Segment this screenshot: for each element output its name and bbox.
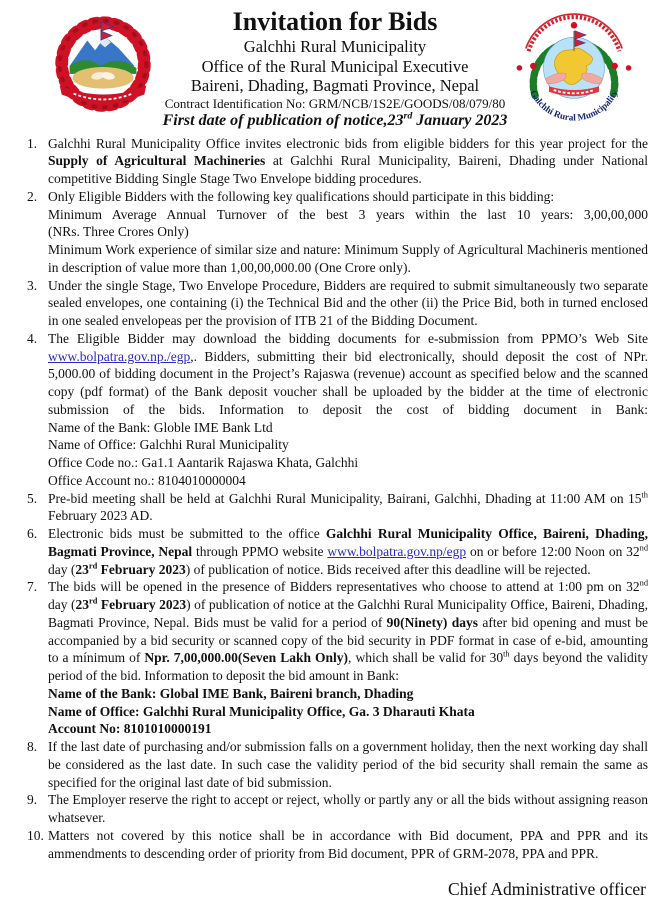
text-line: [48, 685, 648, 703]
item-body: [48, 525, 648, 578]
item-body: [48, 578, 648, 738]
text-run: Name of Office: Galchhi Rural Municipality: [48, 437, 289, 453]
text-run: day (: [48, 561, 76, 577]
text-run: 90(Ninety) days: [386, 614, 478, 630]
item-body: [48, 277, 648, 330]
text-run: February 2023: [97, 561, 186, 577]
item-number: 2.: [27, 188, 38, 204]
item-body: [48, 827, 648, 863]
text-run: Account No: 8101010000191: [48, 721, 212, 737]
item-number: 5.: [27, 490, 38, 506]
notice-item-3: [27, 277, 648, 330]
ordinal-superscript: rd: [88, 596, 98, 606]
contract-id-line: Contract Identification No: GRM/NCB/1S2E/GOODS/08/079/80: [164, 95, 506, 111]
text-run: ) of publication of notice at the Galchhi Rural Municipality Office, Baireni, Dhading, Bagmati Province, Nepal. Bids must be valid for a period of: [48, 597, 648, 630]
text-line: [48, 206, 648, 224]
text-run: Minimum Work experience of similar size and nature: Minimum Supply of Agricultural Machineris mentioned in description of value more than 1,00,00,000.00 (One Crore only).: [48, 242, 648, 275]
item-number: 9.: [27, 792, 38, 808]
item-number: 6.: [27, 526, 38, 542]
notice-item-5: [27, 490, 648, 526]
text-run: First date of publication of notice,23: [162, 111, 404, 129]
item-number: 4.: [27, 330, 38, 346]
signature-line: Chief Administrative officer: [448, 879, 646, 899]
bolpatra-link[interactable]: www.bolpatra.gov.np./egp: [48, 348, 191, 364]
text-line: [48, 472, 648, 490]
notice-list: [27, 135, 648, 863]
org-address-line: Baireni, Dhading, Bagmati Province, Nepal: [190, 76, 480, 96]
item-body: [48, 490, 648, 526]
text-line: [48, 436, 648, 454]
text-run: If the last date of purchasing and/or submission falls on a government holiday, then the next working day shall be considered as the last date. In such case the validity period of the bid security shall remain the same as specified for the original last date of bid submission.: [48, 739, 648, 790]
text-run: Office Account no.: 8104010000004: [48, 472, 246, 488]
text-run: February 2023 AD.: [48, 508, 153, 524]
text-run: Pre-bid meeting shall be held at Galchhi Rural Municipality, Bairani, Galchhi, Dhading at 11:00 AM on 15: [48, 490, 642, 506]
text-line: [48, 223, 648, 241]
text-run: ,. Bidders, submitting their bid electronically, should deposit the cost of NPr. 5,000.00 of bidding document in the Project’s Rajaswa (revenue) account as specified below and the scanned copy (pdf format) of the Bank deposit voucher shall be uploaded by the bidder at the time of electronic submission of the bids. Information to deposit the cost of bidding document in Bank:: [48, 348, 648, 417]
text-run: Name of the Bank: Global IME Bank, Baireni branch, Dhading: [48, 685, 414, 701]
item-body: [48, 738, 648, 791]
text-run: , which shall be valid for 30: [348, 650, 504, 666]
text-line: [48, 241, 648, 277]
item-body: [48, 135, 648, 188]
notice-item-10: [27, 827, 648, 863]
text-run: on or before 12:00 Noon on 32: [466, 543, 640, 559]
text-run: The bids will be opened in the presence of Bidders representatives who choose to attend at 1:00 pm on 32: [48, 579, 640, 595]
text-run: Under the single Stage, Two Envelope Procedure, Bidders are required to submit simultaneously two separate sealed envelopes, one containing (i) the Technical Bid and the other (ii) the Price Bid, both in turned enclosed in one sealed envelopeas per the provision of ITB 21 of the Bidding Document.: [48, 277, 648, 329]
text-line: [48, 703, 648, 721]
org-name-line: Galchhi Rural Municipality: [243, 37, 427, 57]
bolpatra-link[interactable]: www.bolpatra.gov.np/egp: [327, 543, 467, 559]
text-run: ) of publication of notice. Bids received after this deadline will be rejected.: [185, 561, 591, 577]
ordinal-superscript: rd: [403, 110, 413, 122]
text-run: Matters not covered by this notice shall be in accordance with Bid document, PPA and PPR and its ammendments to descending order of priority from Bid document, PPR of GRM-2078, PPA and PPR.: [48, 827, 648, 861]
text-run: January 2023: [412, 111, 508, 129]
text-run: after bid opening and must be accompanied by a bid security or scanned copy of the bid security in PDF format in case of e-bid, amounting to a mínimum of: [48, 614, 648, 666]
text-run: day (: [48, 597, 76, 613]
text-run: 23: [75, 597, 89, 613]
text-run: 23: [75, 561, 89, 577]
text-run: Galchhi Rural Municipality Office, Baireni, Dhading, Bagmati Province, Nepal: [48, 526, 648, 559]
text-run: Office Code no.: Ga1.1 Aantarik Rajaswa Khata, Galchhi: [48, 455, 359, 471]
municipality-seal-icon: [512, 8, 636, 124]
item-body: [48, 330, 648, 490]
text-run: Name of Office: Galchhi Rural Municipality Office, Ga. 3 Dharauti Khata: [48, 703, 475, 719]
text-run: through PPMO website: [192, 543, 328, 559]
notice-item-2: [27, 188, 648, 277]
ordinal-superscript: nd: [639, 578, 648, 588]
item-body: [48, 791, 648, 827]
ordinal-superscript: th: [503, 649, 510, 659]
text-line: [48, 188, 648, 206]
text-run: days beyond the validity period of the bid. Information to deposit the bid amount in Bank:: [48, 650, 648, 684]
item-number: 7.: [27, 579, 38, 595]
item-number: 8.: [27, 739, 38, 755]
text-run: Galchhi Rural Municipality Office invites electronic bids from eligible bidders for this year project for the: [48, 135, 648, 151]
text-run: Only Eligible Bidders with the following key qualifications should participate in this bidding:: [48, 188, 555, 204]
seal-ring-text: Galchhi Rural Municipality: [527, 88, 621, 124]
ordinal-superscript: rd: [88, 561, 98, 571]
text-run: at Galchhi Rural Municipality, Baireni, Dhading under National competitive Bidding Single Stage Two Envelope bidding procedures.: [48, 153, 648, 187]
text-run: Electronic bids must be submitted to the office: [48, 526, 326, 542]
notice-item-1: [27, 135, 648, 188]
ordinal-superscript: nd: [639, 543, 648, 553]
text-line: [48, 578, 648, 685]
text-line: [48, 454, 648, 472]
item-number: 1.: [27, 135, 38, 151]
item-body: [48, 188, 648, 277]
text-run: The Eligible Bidder may download the bidding documents for e-submission from PPMO’s Web Site: [48, 330, 648, 346]
galchhi-municipality-seal-logo: [512, 8, 636, 124]
notice-item-8: [27, 738, 648, 791]
text-run: Name of the Bank: Globle IME Bank Ltd: [48, 419, 273, 435]
text-run: Minimum Average Annual Turnover of the best 3 years within the last 10 years: 3,00,00,000: [48, 206, 648, 222]
text-run: February 2023: [97, 597, 187, 613]
text-line: [48, 419, 648, 437]
notice-item-7: [27, 578, 648, 738]
text-run: Supply of Agricultural Machineries: [48, 153, 266, 169]
page-title: Invitation for Bids: [232, 7, 438, 36]
org-office-line: Office of the Rural Municipal Executive: [201, 56, 469, 76]
item-number: 10.: [27, 827, 44, 843]
item-number: 3.: [27, 277, 38, 293]
text-run: The Employer reserve the right to accept or reject, wholly or partly any or all the bids without assigning reason whatsever.: [48, 792, 648, 826]
notice-item-4: [27, 330, 648, 490]
text-run: Npr. 7,00,000.00(Seven Lakh Only): [144, 650, 349, 666]
text-line: [48, 720, 648, 738]
notice-item-9: [27, 791, 648, 827]
notice-item-6: [27, 525, 648, 578]
text-run: (NRs. Three Crores Only): [48, 224, 189, 240]
ordinal-superscript: th: [641, 490, 648, 500]
text-line: [48, 330, 648, 419]
